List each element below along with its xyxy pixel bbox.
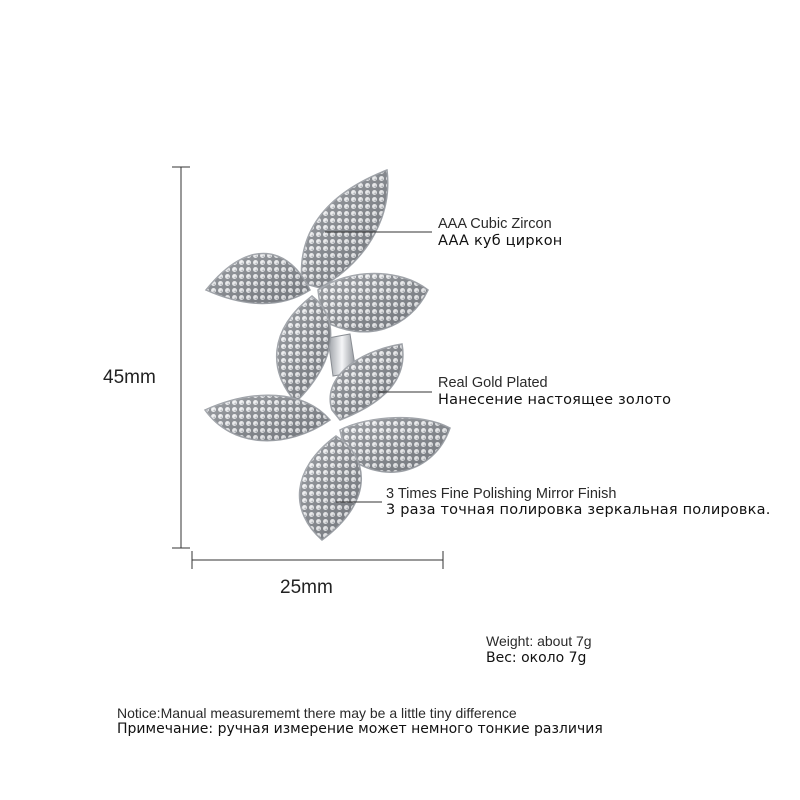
callout-polish-en: 3 Times Fine Polishing Mirror Finish — [386, 486, 617, 502]
callout-zircon-ru: AAA куб циркон — [438, 233, 563, 249]
weight-ru: Вес: около 7g — [486, 650, 587, 666]
callout-gold-ru: Нанесение настоящее золото — [438, 392, 672, 408]
notice-ru: Примечание: ручная измерение может немного тонкие различия — [117, 721, 603, 737]
height-dimension-line — [172, 167, 190, 548]
callout-gold-en: Real Gold Plated — [438, 375, 548, 391]
height-label: 45mm — [103, 367, 156, 388]
weight-en: Weight: about 7g — [486, 633, 592, 649]
notice-en: Notice:Manual measurememt there may be a little tiny difference — [117, 705, 517, 721]
callout-polish-ru: 3 раза точная полировка зеркальная полировка. — [386, 502, 771, 518]
callout-zircon-en: AAA Cubic Zircon — [438, 216, 552, 232]
width-dimension-line — [192, 551, 443, 569]
width-label: 25mm — [280, 577, 333, 598]
